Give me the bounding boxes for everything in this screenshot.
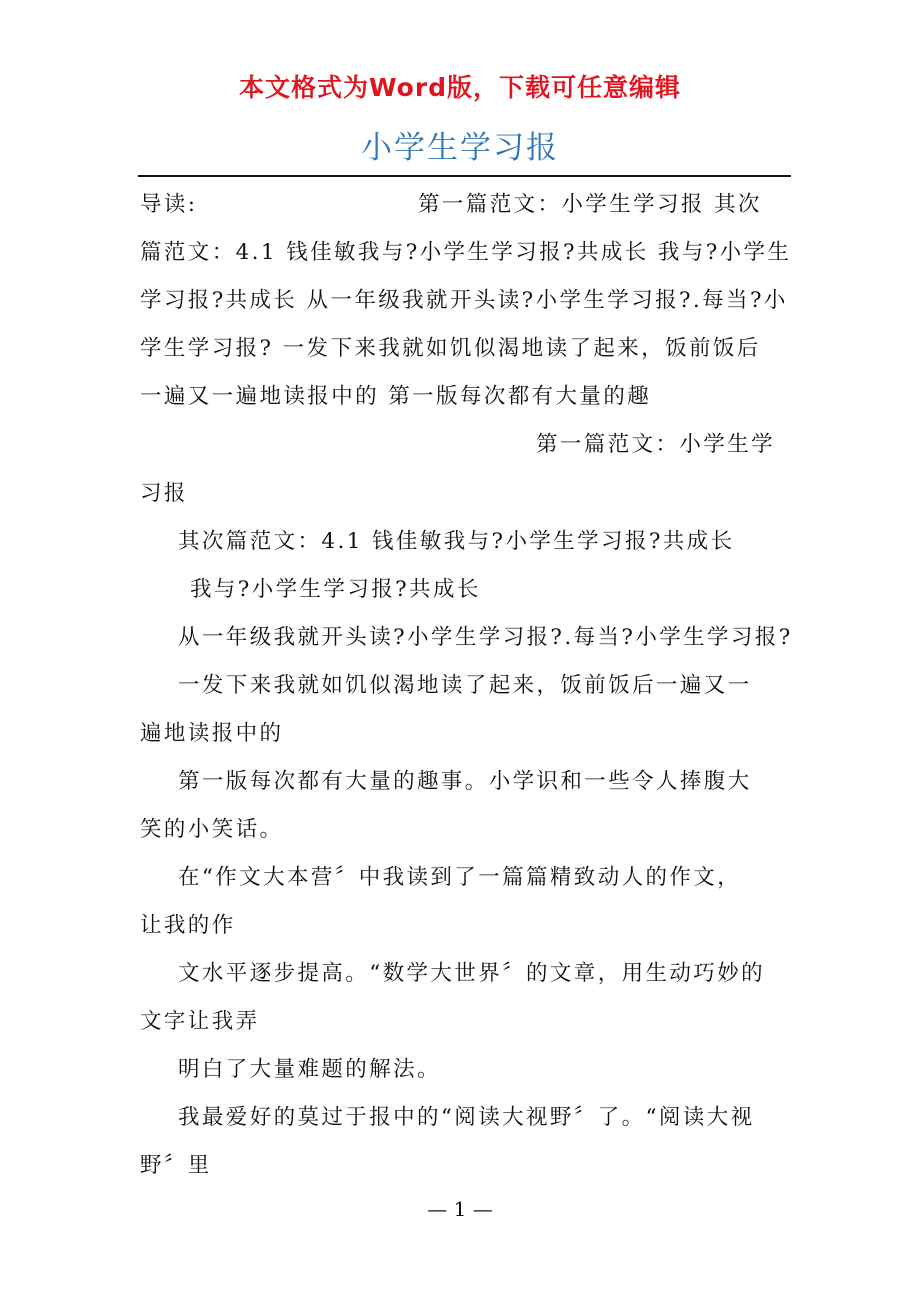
summary-line: 篇范文：4.1 钱佳敏我与?小学生学习报?共成长 我与?小学生	[140, 240, 792, 265]
body-line: 野〞里	[140, 1153, 212, 1178]
body-line: 让我的作	[140, 913, 236, 938]
body-line: 一发下来我就如饥似渴地读了起来，饭前饭后一遍又一	[178, 673, 752, 698]
body-line: 从一年级我就开头读?小学生学习报?.每当?小学生学习报?	[178, 625, 793, 650]
page-number: — 1 —	[427, 1197, 493, 1221]
format-banner: 本文格式为Word版，下载可任意编辑	[238, 73, 682, 102]
summary-label: 导读:	[140, 192, 198, 217]
body-line: 我最爱好的莫过于报中的“阅读大视野〞了。“阅读大视	[178, 1105, 755, 1130]
body-line: 在“作文大本营〞中我读到了一篇篇精致动人的作文，	[178, 865, 742, 890]
summary-line: 学生学习报? 一发下来我就如饥似渴地读了起来，饭前饭后	[140, 336, 761, 361]
summary-line: 一遍又一遍地读报中的 第一版每次都有大量的趣	[140, 384, 652, 409]
body-line: 明白了大量难题的解法。	[178, 1057, 441, 1082]
body-line: 其次篇范文：4.1 钱佳敏我与?小学生学习报?共成长	[178, 529, 735, 554]
document-title: 小学生学习报	[361, 130, 559, 166]
summary-line: 学习报?共成长 从一年级我就开头读?小学生学习报?.每当?小	[140, 288, 788, 313]
section-heading-first: 第一篇范文：小学生学	[536, 432, 776, 457]
section-heading-first-cont: 习报	[140, 481, 188, 506]
summary-first-line: 第一篇范文：小学生学习报 其次	[418, 192, 762, 217]
body-line: 我与?小学生学习报?共成长	[190, 577, 481, 602]
body-line: 文水平逐步提高。“数学大世界〞的文章，用生动巧妙的	[178, 961, 765, 986]
body-line: 文字让我弄	[140, 1009, 260, 1034]
body-line: 遍地读报中的	[140, 721, 284, 746]
body-line: 第一版每次都有大量的趣事。小学识和一些令人捧腹大	[178, 769, 752, 794]
title-divider	[138, 175, 791, 177]
body-line: 笑的小笑话。	[140, 817, 284, 842]
